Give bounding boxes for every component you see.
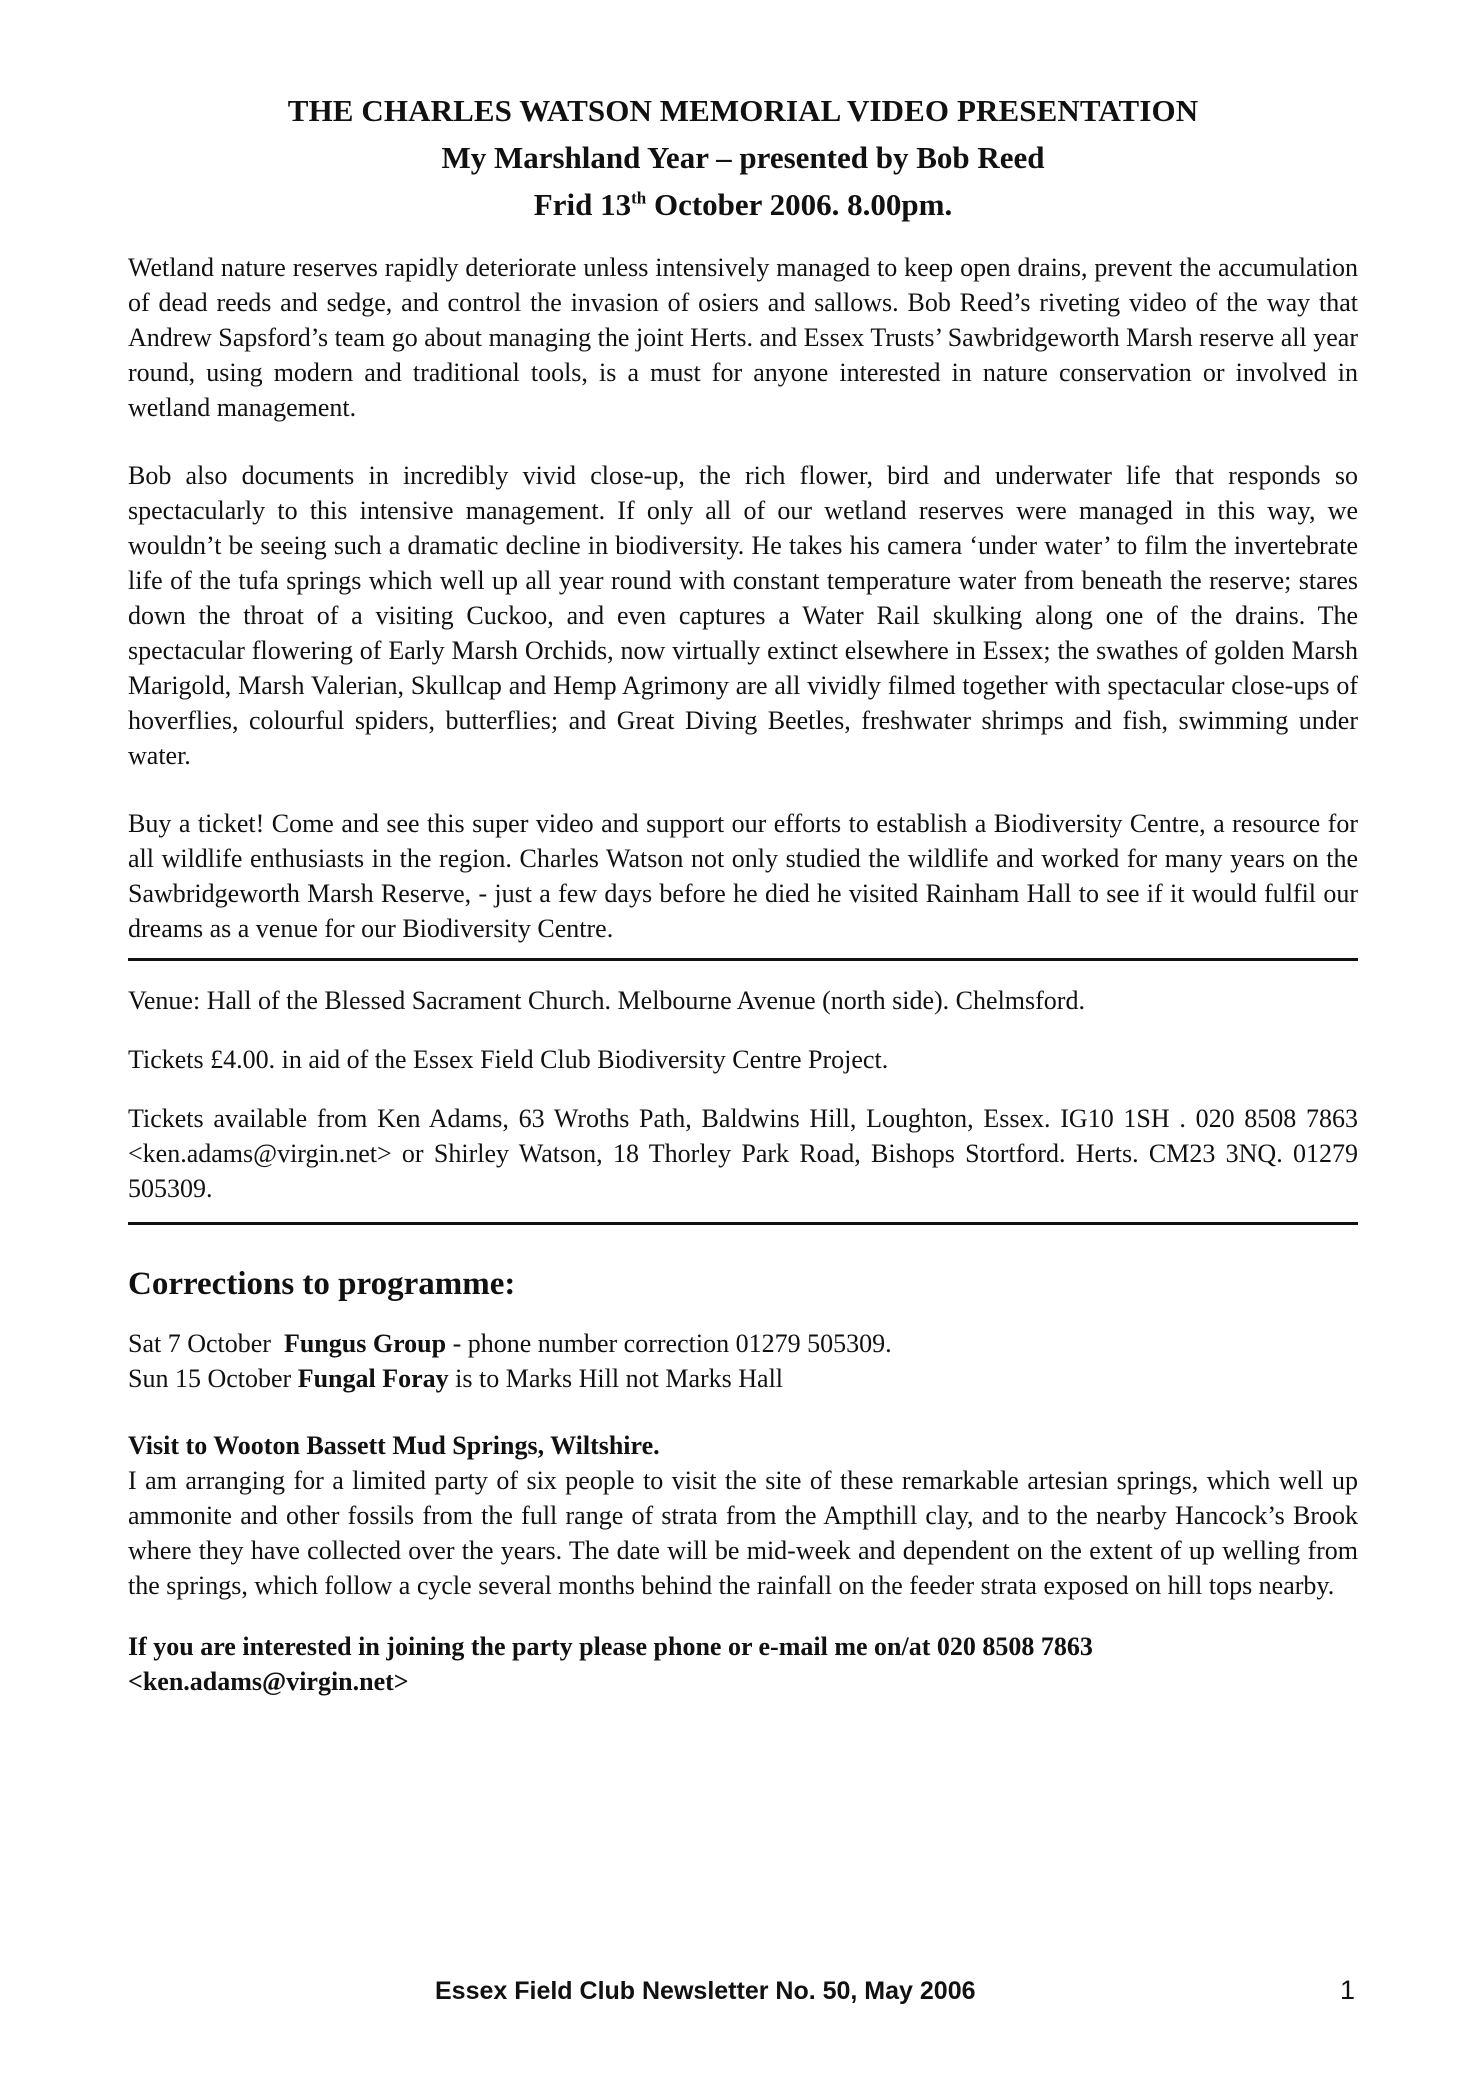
correction-item (128, 1326, 1358, 1361)
visit-body: I am arranging for a limited party of six people to visit the site of these remarkable artesian springs, which well up ammonite and other fossils from the full range of strata from the Ampthill clay, and to the nearby Hancock’s Brook where they have collected over the years. The date will be mid-week and dependent on the extent of up welling from the springs, which follow a cycle several months behind the rainfall on the feeder strata exposed on hill tops nearby. (128, 1466, 1358, 1601)
description-paragraph: Buy a ticket! Come and see this super video and support our efforts to establish a Biodiversity Centre, a resource for all wildlife enthusiasts in the region. Charles Watson not only studied the wildlife and worked for many years on the Sawbridgeworth Marsh Reserve, - just a few days before he died he visited Rainham Hall to see if it would fulfil our dreams as a venue for our Biodiversity Centre. (128, 808, 1358, 943)
newsletter-issue: Essex Field Club Newsletter No. 50, May 2006 (435, 1977, 976, 2005)
correction-event: Fungal Foray (297, 1364, 449, 1394)
correction-date: Sun 15 October (128, 1364, 298, 1394)
correction-event: Fungus Group (283, 1329, 447, 1359)
corrections-list (128, 1326, 1358, 1396)
interest-line: If you are interested in joining the party please phone or e-mail me on/at 020 8508 7863 (128, 1632, 1093, 1662)
visit-section (128, 1428, 1358, 1699)
correction-item (128, 1361, 1358, 1396)
correction-note: - phone number correction 01279 505309. (446, 1329, 892, 1359)
description-paragraph: Wetland nature reserves rapidly deteriorate unless intensively managed to keep open drains, prevent the accumulation of dead reeds and sedge, and control the invasion of osiers and sallows. Bob Reed’s riveting video of the way that Andrew Sapsford’s team go about managing the joint Herts. and Essex Trusts’ Sawbridgeworth Marsh reserve all year round, using modern and traditional tools, is a must for anyone interested in nature conservation or involved in wetland management. (128, 252, 1358, 422)
corrections-heading: Corrections to programme: (128, 1265, 516, 1302)
event-title: THE CHARLES WATSON MEMORIAL VIDEO PRESENTATION (287, 93, 1199, 128)
divider (128, 1222, 1358, 1225)
event-description (128, 250, 1358, 946)
page-footer (0, 1977, 1480, 2017)
event-subtitle: My Marshland Year – presented by Bob Reed (441, 140, 1045, 176)
event-date-suffix: October 2006. 8.00pm. (646, 187, 953, 223)
contact-email: <ken.adams@virgin.net> (128, 1667, 409, 1697)
description-paragraph: Bob also documents in incredibly vivid close-up, the rich flower, bird and underwater life that responds so spectacularly to this intensive management. If only all of our wetland reserves were managed in this way, we wouldn’t be seeing such a dramatic decline in biodiversity. He takes his camera ‘under water’ to film the invertebrate life of the tufa springs which well up all year round with constant temperature water from beneath the reserve; stares down the throat of a visiting Cuckoo, and even captures a Water Rail skulking along one of the drains. The spectacular flowering of Early Marsh Orchids, now virtually extinct elsewhere in Essex; the swathes of golden Marsh Marigold, Marsh Valerian, Skullcap and Hemp Agrimony are all vividly filmed together with spectacular close-ups of hoverflies, colourful spiders, butterflies; and Great Diving Beetles, freshwater shrimps and fish, swimming under water. (128, 460, 1358, 770)
tickets-price-line: Tickets £4.00. in aid of the Essex Field Club Biodiversity Centre Project. (128, 1044, 889, 1074)
venue-line: Venue: Hall of the Blessed Sacrament Church. Melbourne Avenue (north side). Chelmsford. (128, 985, 1085, 1015)
tickets-availability: Tickets available from Ken Adams, 63 Wroths Path, Baldwins Hill, Loughton, Essex. IG10 1SH . 020 8508 7863 <ken.adams@virgin.net> or Shirley Watson, 18 Thorley Park Road, Bishops Stortford. Herts. CM23 3NQ. 01279 505309. (128, 1103, 1358, 1203)
event-header (128, 92, 1358, 224)
page-number: 1 (1340, 1975, 1356, 2005)
event-date-ordinal: th (631, 189, 647, 209)
correction-date: Sat 7 October (128, 1329, 284, 1359)
event-date (128, 186, 1358, 223)
correction-note: is to Marks Hill not Marks Hall (448, 1364, 784, 1394)
event-date-prefix: Frid 13 (533, 187, 632, 223)
divider (128, 958, 1358, 961)
visit-heading: Visit to Wooton Bassett Mud Springs, Wiltshire. (128, 1431, 660, 1461)
venue-details (128, 983, 1358, 1206)
newsletter-page (128, 92, 1358, 1699)
